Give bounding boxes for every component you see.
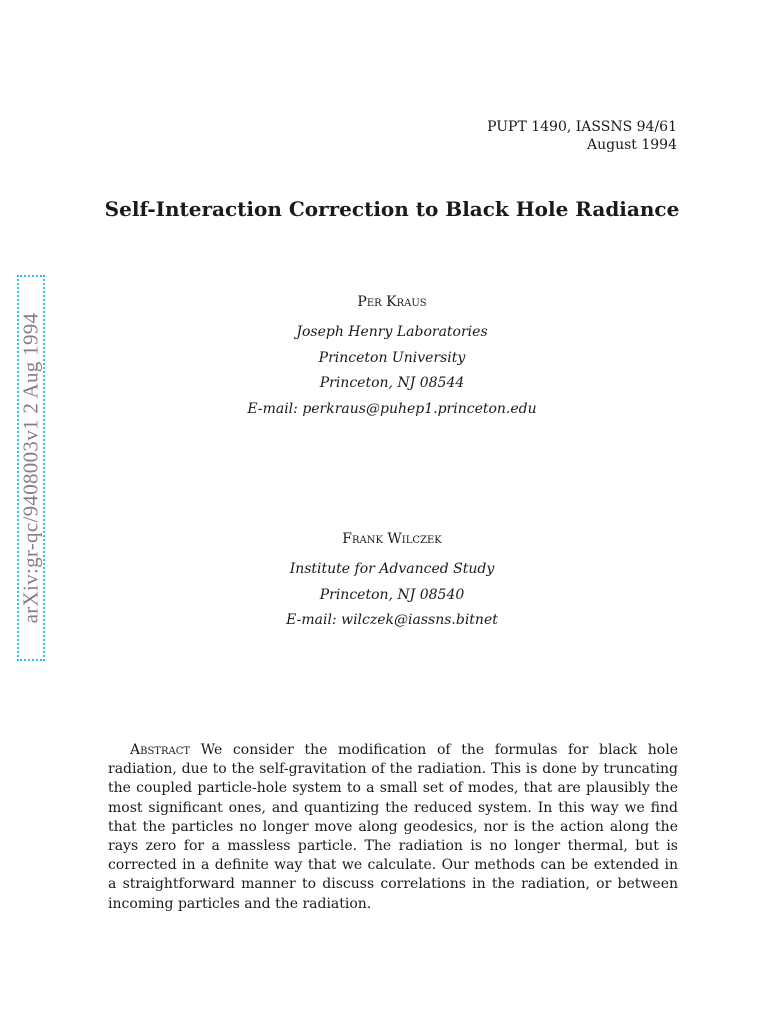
arxiv-identifier-text: arXiv:gr-qc/9408003v1 2 Aug 1994 [18, 312, 43, 624]
author-email: E-mail: wilczek@iassns.bitnet [286, 612, 498, 629]
report-info [487, 118, 677, 154]
affiliation-line: Princeton, NJ 08544 [319, 375, 465, 392]
abstract-heading: Abstract [130, 742, 191, 758]
abstract [108, 741, 678, 914]
affiliation-line: Joseph Henry Laboratories [296, 324, 488, 340]
affiliation-line: Institute for Advanced Study [289, 561, 495, 577]
report-numbers: PUPT 1490, IASSNS 94/61 [487, 119, 677, 135]
author-block-kraus [0, 293, 768, 423]
report-date: August 1994 [587, 137, 677, 153]
affiliation-line: Princeton University [318, 349, 466, 366]
paper-title: Self-Interaction Correction to Black Hole Radiance [104, 197, 680, 221]
author-block-wilczek [0, 530, 768, 634]
author-name: Frank Wilczek [342, 531, 442, 547]
affiliation-line: Princeton, NJ 08540 [319, 586, 465, 603]
author-name: Per Kraus [357, 294, 427, 310]
arxiv-identifier-stamp[interactable] [17, 275, 45, 661]
abstract-text: We consider the modification of the formulas for black hole radiation, due to the self-gravitation of the radiation. This is done by truncating the coupled particle-hole system to a small set of modes, that are plausibly the most significant ones, and quantizing the reduced system. In this way we find that the particles no longer move along geodesics, nor is the action along the rays zero for a massless particle. The radiation is no longer thermal, but is corrected in a definite way that we calculate. Our methods can be extended in a straightforward manner to discuss correlations in the radiation, or between incoming particles and the radiation. [108, 742, 678, 912]
author-email: E-mail: perkraus@puhep1.princeton.edu [247, 401, 537, 418]
